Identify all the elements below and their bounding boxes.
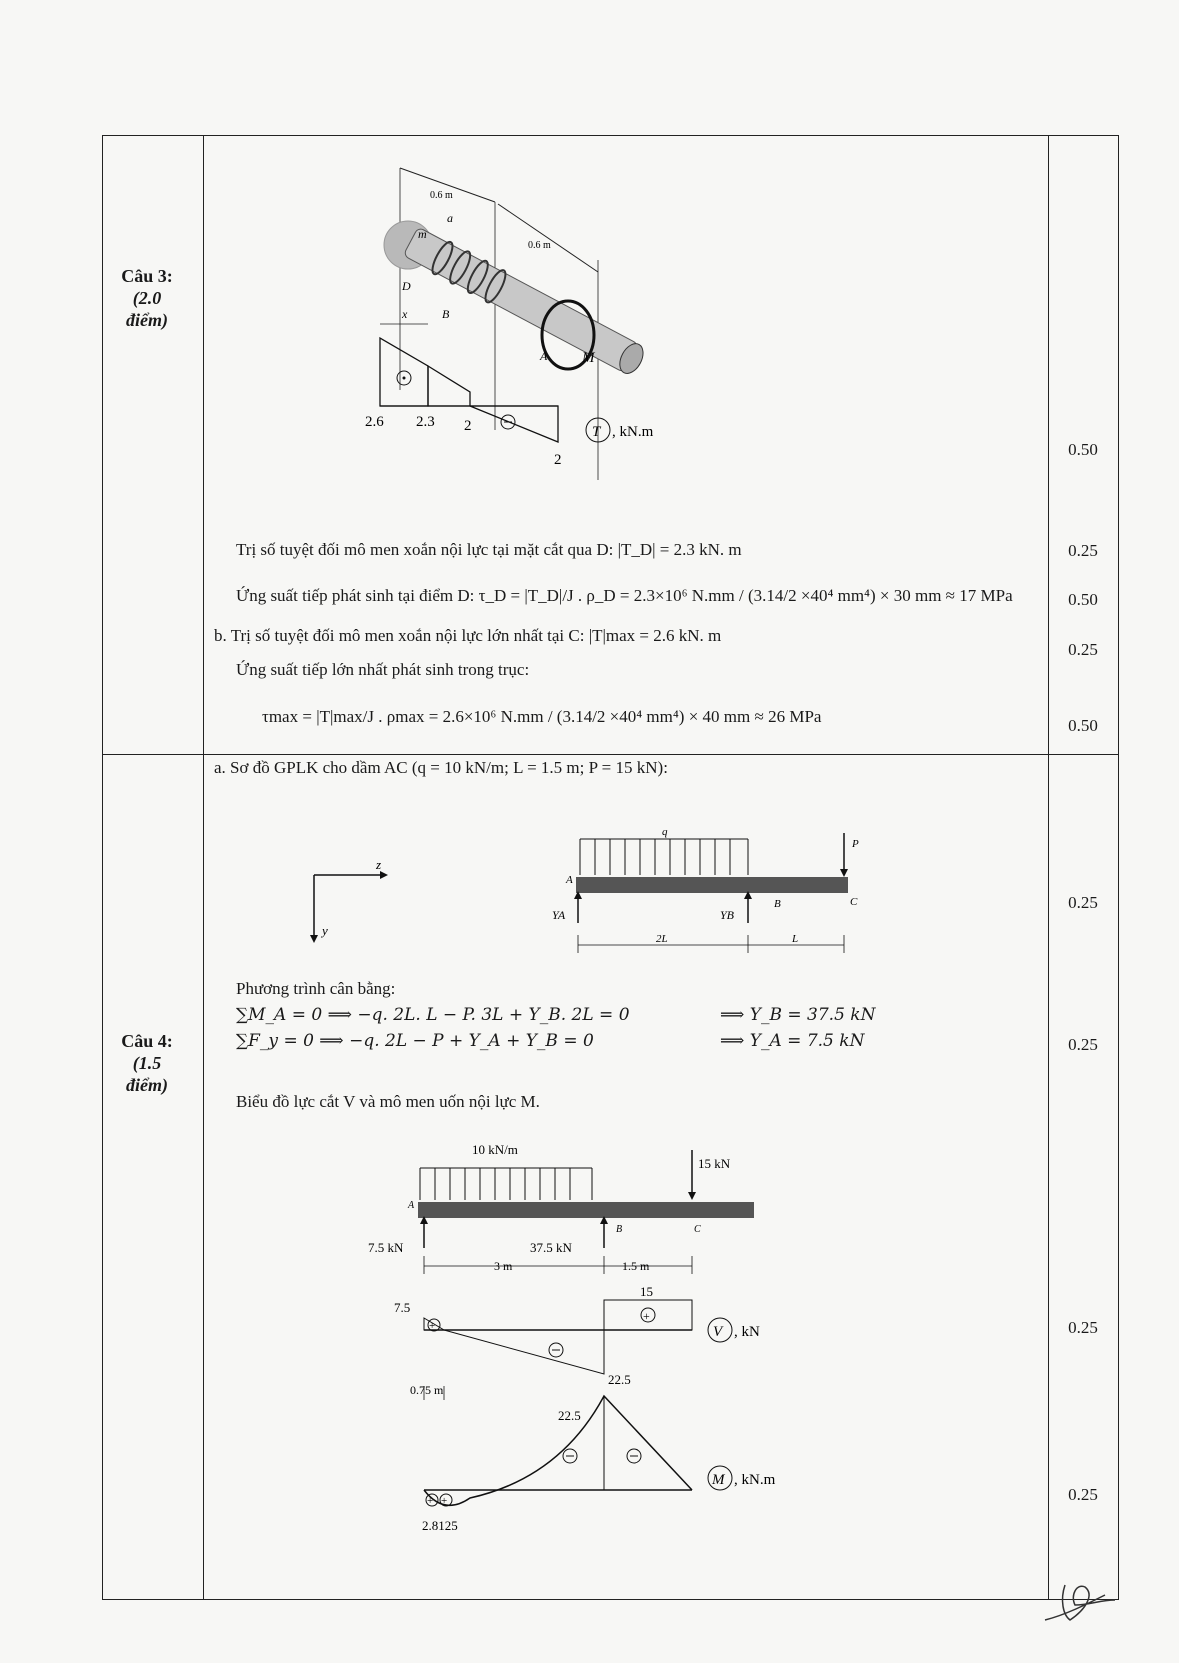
reaction-YB: YB: [720, 908, 735, 922]
score-q4-1: 0.25: [1068, 893, 1098, 912]
label-a: a: [447, 211, 453, 225]
diagram-point-C: C: [694, 1224, 701, 1235]
score-q4-2: 0.25: [1068, 1035, 1098, 1054]
signature: [1035, 1565, 1135, 1635]
svg-text:+: +: [441, 1495, 448, 1507]
axes-figure: [300, 855, 400, 945]
shaft-torque-figure: [365, 160, 720, 520]
axis-z-label: z: [376, 857, 382, 872]
reaction-7-5: 7.5 kN: [368, 1240, 404, 1255]
svg-text:+: +: [429, 1320, 436, 1332]
shear-symbol: V: [713, 1324, 723, 1340]
question-4-points: (1.5 điểm): [126, 1053, 168, 1095]
q3-line-1: Trị số tuyệt đối mô men xoắn nội lực tại mặt cắt qua D: |T_D| = 2.3 kN. m: [236, 540, 742, 559]
torque-diagram-positive: [380, 338, 428, 406]
label-x: x: [402, 307, 408, 321]
label-M: M: [582, 350, 595, 366]
shaft-body: [402, 225, 648, 379]
column-divider-1: [203, 135, 204, 1600]
eq-force-left: ∑F_y = 0 ⟹ −q. 2L − P + Y_A + Y_B = 0: [236, 1031, 594, 1051]
span-3m: 3 m: [494, 1259, 513, 1273]
span-2L: 2L: [656, 933, 668, 945]
torque-diagram-negative: [470, 406, 558, 442]
diagram-title: Biểu đồ lực cắt V và mô men uốn nội lực M.: [236, 1092, 540, 1111]
moment-symbol: M: [712, 1472, 725, 1488]
question-3-title: Câu 3:: [121, 266, 173, 286]
free-body-diagram: [552, 825, 870, 970]
label-B: B: [442, 307, 450, 321]
score-q3-2: 0.25: [1068, 541, 1098, 560]
moment-min: 2.8125: [422, 1518, 458, 1533]
diagram-point-B: B: [616, 1224, 623, 1235]
shear-zero-distance: 0.75 m: [410, 1383, 444, 1397]
axis-y-label: y: [322, 923, 328, 938]
load-label-15: 15 kN: [698, 1156, 731, 1171]
label-A: A: [540, 349, 548, 363]
dim-label-1: 0.6 m: [430, 190, 453, 201]
load-label-q: q: [662, 826, 668, 838]
score-q3-4: 0.25: [1068, 640, 1098, 659]
torque-value-4: 2: [554, 452, 562, 468]
eq-moment-left: ∑M_A = 0 ⟹ −q. 2L. L − P. 3L + Y_B. 2L = 0: [236, 1005, 630, 1025]
torque-symbol: T: [592, 424, 601, 440]
row-divider: [102, 754, 1119, 755]
shear-15: 15: [640, 1284, 653, 1299]
shear-22-5: 22.5: [608, 1372, 631, 1387]
question-3-label: [112, 265, 182, 331]
shear-negative: [444, 1330, 604, 1374]
beam-ac: [576, 877, 848, 893]
reaction-YA: YA: [552, 908, 566, 922]
eq-title: Phương trình cân bằng:: [236, 979, 396, 998]
moment-unit: , kN.m: [734, 1472, 776, 1488]
eq-moment-right: ⟹ Y_B = 37.5 kN: [720, 1005, 876, 1025]
diagram-point-A: A: [408, 1200, 415, 1211]
torque-unit: , kN.m: [612, 424, 654, 440]
moment-22-5: 22.5: [558, 1408, 581, 1423]
question-4-label: [112, 1030, 182, 1096]
label-D: D: [402, 279, 411, 293]
shear-7-5: 7.5: [394, 1300, 411, 1315]
score-q3-3: 0.50: [1068, 590, 1098, 609]
point-C: C: [850, 896, 858, 908]
question-3-points: (2.0 điểm): [126, 288, 168, 330]
torque-diagram-middle: [428, 366, 470, 406]
q3-line-5: τmax = |T|max/J . ρmax = 2.6×10⁶ N.mm / (3.14/2 ×40⁴ mm⁴) × 40 mm ≈ 26 MPa: [262, 707, 822, 726]
load-label-10: 10 kN/m: [472, 1142, 518, 1157]
score-q4-3: 0.25: [1068, 1318, 1098, 1337]
span-1-5m: 1.5 m: [622, 1259, 650, 1273]
column-divider-2: [1048, 135, 1049, 1600]
svg-text:+: +: [427, 1495, 434, 1507]
beam-diagram: [418, 1202, 754, 1218]
q3-line-2: Ứng suất tiếp phát sinh tại điểm D: τ_D = |T_D|/J . ρ_D = 2.3×10⁶ N.mm / (3.14/2 ×40⁴ mm⁴) × 30 mm ≈ 17 MPa: [236, 586, 1013, 605]
dim-label-2: 0.6 m: [528, 240, 551, 251]
shear-moment-diagrams: [360, 1138, 840, 1548]
shear-unit: , kN: [734, 1324, 760, 1340]
q3-line-4: Ứng suất tiếp lớn nhất phát sinh trong trục:: [236, 660, 530, 679]
span-L: L: [792, 933, 799, 945]
torque-value-1: 2.6: [365, 414, 384, 430]
point-B: B: [774, 898, 781, 910]
load-label-P: P: [852, 838, 859, 850]
svg-text:+: +: [643, 1309, 650, 1323]
distributed-load-q: [580, 839, 748, 875]
reaction-37-5: 37.5 kN: [530, 1240, 572, 1255]
point-A: A: [566, 874, 573, 886]
torque-value-2: 2.3: [416, 414, 435, 430]
score-q3-1: 0.50: [1068, 440, 1098, 459]
eq-force-right: ⟹ Y_A = 7.5 kN: [720, 1031, 865, 1051]
question-4-title: Câu 4:: [121, 1031, 173, 1051]
q4-line-a: a. Sơ đồ GPLK cho dầm AC (q = 10 kN/m; L = 1.5 m; P = 15 kN):: [214, 758, 668, 777]
score-q3-5: 0.50: [1068, 716, 1098, 735]
q3-line-3: b. Trị số tuyệt đối mô men xoắn nội lực lớn nhất tại C: |T|max = 2.6 kN. m: [214, 626, 722, 645]
score-q4-4: 0.25: [1068, 1485, 1098, 1504]
torque-value-3: 2: [464, 418, 472, 434]
label-m: m: [418, 227, 427, 241]
